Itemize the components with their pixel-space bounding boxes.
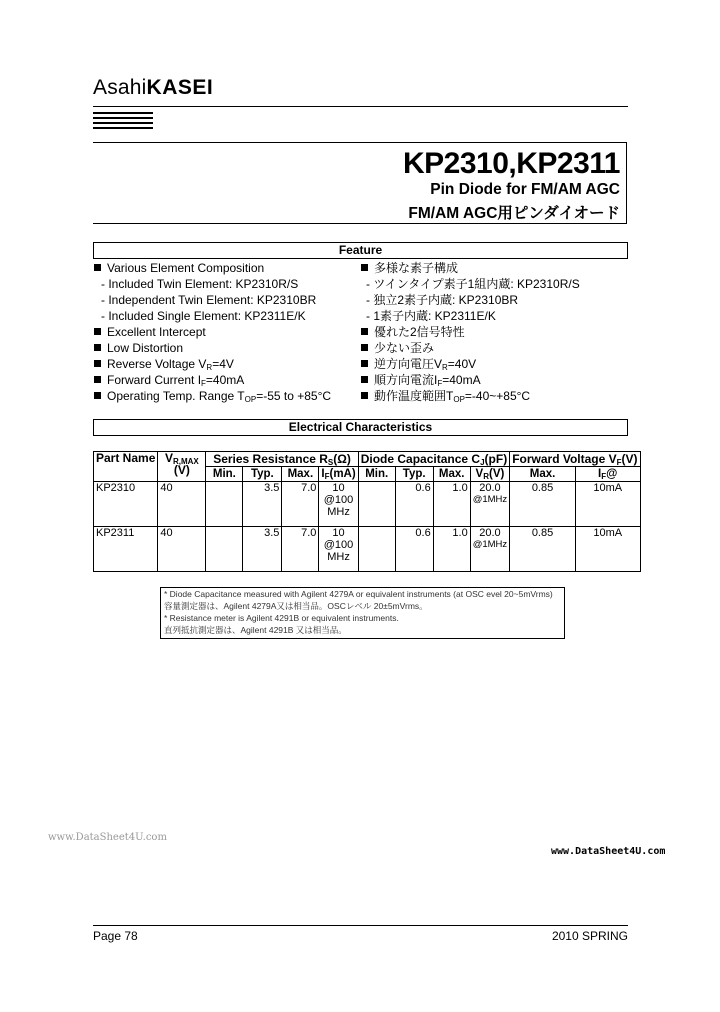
cell-rs-typ: 3.5	[243, 482, 282, 527]
cell-cj-min	[358, 482, 395, 527]
th-ifat-sub: F	[601, 472, 607, 481]
cell-cj-typ: 0.6	[395, 482, 433, 527]
bullet-square-icon	[361, 360, 368, 367]
th-ifat-label: I	[598, 468, 602, 480]
cell-rs-max: 7.0	[282, 482, 319, 527]
th-cj-min: Min.	[358, 467, 395, 482]
header-stripe	[93, 112, 153, 114]
feature-text: - ツインタイプ素子1組内蔵: KP2310R/S	[366, 277, 580, 291]
feature-value: =40mA	[442, 373, 481, 387]
cell-rs-if	[319, 527, 358, 572]
cell-cj-typ: 0.6	[395, 527, 433, 572]
cell-vf-max: 0.85	[510, 527, 576, 572]
th-forward-voltage	[510, 452, 640, 467]
cell-vr: 40	[158, 482, 206, 527]
feature-item	[361, 324, 465, 340]
edition-label: 2010 SPRING	[551, 929, 628, 943]
title-box	[93, 142, 627, 224]
feature-subscript: F	[437, 379, 443, 388]
feature-item	[366, 276, 580, 292]
cell-rs-if	[319, 482, 358, 527]
bullet-square-icon	[361, 328, 368, 335]
bullet-square-icon	[361, 376, 368, 383]
feature-text: - 独立2素子内蔵: KP2310BR	[366, 293, 519, 307]
th-part-name: Part Name	[94, 452, 158, 482]
table-row	[94, 482, 641, 527]
feature-subscript: F	[201, 379, 206, 388]
th-if-label: I	[321, 468, 325, 480]
feature-item	[101, 292, 316, 308]
th-cj-typ: Typ.	[395, 467, 433, 482]
feature-subscript: R	[206, 363, 213, 372]
cell-cj-vr	[470, 482, 509, 527]
bullet-square-icon	[361, 344, 368, 351]
header-stripe	[93, 122, 153, 124]
feature-item	[94, 260, 264, 276]
feature-item	[361, 372, 481, 388]
feature-item	[366, 308, 496, 324]
feature-text: - Independent Twin Element: KP2310BR	[101, 293, 317, 307]
cell-if-freq: @100	[323, 494, 354, 506]
th-cj-label: Diode Capacitance C	[360, 452, 481, 466]
th-vr2-unit: (V)	[489, 468, 505, 480]
cell-part: KP2311	[94, 527, 158, 572]
th-cj-vr	[470, 467, 509, 482]
bullet-square-icon	[94, 376, 101, 383]
th-rs-max: Max.	[282, 467, 319, 482]
feature-value: =-40~+85°C	[464, 389, 531, 403]
feature-text: Various Element Composition	[107, 261, 265, 275]
note-line: * Resistance meter is Agilent 4291B or equivalent instruments.	[164, 613, 399, 623]
feature-value: =4V	[212, 357, 234, 371]
cell-cj-max: 1.0	[433, 482, 470, 527]
header-rule	[93, 106, 628, 107]
feature-heading: Feature	[93, 242, 628, 259]
th-rs-label: Series Resistance R	[213, 452, 328, 466]
feature-text: 多様な素子構成	[374, 261, 459, 275]
th-rs-min: Min.	[206, 467, 243, 482]
feature-text: Excellent Intercept	[107, 325, 206, 339]
subtitle-japanese: FM/AM AGC用ピンダイオード	[408, 205, 620, 222]
feature-item	[361, 356, 476, 372]
feature-item	[366, 292, 518, 308]
feature-text: - Included Twin Element: KP2310R/S	[101, 277, 299, 291]
th-vr2-label: V	[475, 468, 484, 480]
bullet-square-icon	[94, 344, 101, 351]
electrical-table	[93, 451, 641, 572]
cell-vr-freq: @1MHz	[472, 494, 508, 505]
th-rs-if	[319, 467, 358, 482]
cell-if-value: 10	[332, 482, 345, 494]
bullet-square-icon	[94, 264, 101, 271]
cell-vr: 40	[158, 527, 206, 572]
brand-logo	[93, 76, 213, 100]
feature-item	[94, 340, 183, 356]
feature-item	[94, 324, 206, 340]
header-stripe	[93, 117, 153, 119]
cell-vr-freq: @1MHz	[472, 539, 508, 550]
th-rs-typ: Typ.	[243, 467, 282, 482]
bullet-square-icon	[94, 360, 101, 367]
th-diode-capacitance	[358, 452, 509, 467]
feature-text: 動作温度範囲T	[374, 389, 454, 403]
feature-item	[94, 372, 244, 388]
th-vf-label: Forward Voltage V	[512, 452, 617, 466]
feature-item	[94, 356, 234, 372]
cell-part: KP2310	[94, 482, 158, 527]
cell-vr-value: 20.0	[479, 527, 501, 539]
cell-vf-max: 0.85	[510, 482, 576, 527]
feature-item	[361, 340, 434, 356]
note-line: 直列抵抗測定器は、Agilent 4291B 又は相当品。	[164, 625, 347, 635]
th-vr-label: V	[164, 451, 173, 465]
cell-rs-min	[206, 527, 243, 572]
feature-subscript: R	[442, 363, 448, 372]
table-row	[94, 527, 641, 572]
th-vf-max: Max.	[510, 467, 576, 482]
cell-rs-min	[206, 482, 243, 527]
feature-item	[361, 388, 530, 404]
cell-if-freq: @100	[323, 539, 354, 551]
watermark-left: www.DataSheet4U.com	[48, 832, 167, 843]
feature-text: - Included Single Element: KP2311E/K	[101, 309, 306, 323]
th-if-unit: (mA)	[329, 468, 356, 480]
cell-cj-vr	[470, 527, 509, 572]
th-vr-unit: (V)	[173, 463, 190, 477]
th-cj-unit: (pF)	[484, 452, 508, 466]
footer-rule	[93, 925, 628, 926]
bullet-square-icon	[361, 392, 368, 399]
feature-text: Forward Current I	[107, 373, 202, 387]
th-if-sub: F	[324, 472, 330, 481]
th-cj-max: Max.	[433, 467, 470, 482]
feature-text: Reverse Voltage V	[107, 357, 207, 371]
feature-item	[94, 388, 331, 404]
th-vf-if	[575, 467, 640, 482]
cell-if-unit: MHz	[327, 506, 350, 518]
th-cj-sub: J	[480, 458, 485, 467]
cell-vr-value: 20.0	[479, 482, 501, 494]
bullet-square-icon	[94, 392, 101, 399]
th-vf-unit: (V)	[621, 452, 638, 466]
th-vr-sub: R,MAX	[172, 457, 199, 466]
brand-suffix: KASEI	[146, 76, 214, 99]
note-line: 容量測定器は、Agilent 4279A又は相当品。OSCレベル 20±5mVrms。	[164, 601, 428, 611]
th-rs-unit: (Ω)	[333, 452, 351, 466]
feature-text: Low Distortion	[107, 341, 184, 355]
page-number: Page 78	[93, 929, 138, 943]
feature-value: =-55 to +85°C	[256, 389, 332, 403]
th-series-resistance	[206, 452, 358, 467]
cell-vf-if: 10mA	[575, 482, 640, 527]
feature-text: - 1素子内蔵: KP2311E/K	[366, 309, 496, 323]
electrical-heading: Electrical Characteristics	[93, 419, 628, 436]
feature-item	[361, 260, 458, 276]
subtitle-english: Pin Diode for FM/AM AGC	[430, 181, 620, 198]
header-stripe	[93, 127, 153, 129]
th-rs-sub: S	[327, 458, 334, 467]
feature-subscript: OP	[453, 395, 465, 404]
cell-if-unit: MHz	[327, 551, 350, 563]
feature-text: Operating Temp. Range T	[107, 389, 245, 403]
cell-vf-if: 10mA	[575, 527, 640, 572]
part-number-title: KP2310,KP2311	[402, 147, 620, 180]
feature-value: =40mA	[205, 373, 245, 387]
feature-text: 逆方向電圧V	[374, 357, 443, 371]
cell-rs-max: 7.0	[282, 527, 319, 572]
feature-text: 少ない歪み	[374, 341, 435, 355]
bullet-square-icon	[94, 328, 101, 335]
cell-rs-typ: 3.5	[243, 527, 282, 572]
th-ifat-unit: @	[606, 468, 618, 480]
th-vf-sub: F	[616, 458, 622, 467]
th-vr-max	[158, 452, 206, 482]
cell-cj-max: 1.0	[433, 527, 470, 572]
bullet-square-icon	[361, 264, 368, 271]
feature-item	[101, 276, 298, 292]
measurement-notes	[160, 587, 565, 639]
th-vr2-sub: R	[483, 472, 489, 481]
cell-if-value: 10	[332, 527, 345, 539]
feature-text: 順方向電流I	[374, 373, 438, 387]
cell-cj-min	[358, 527, 395, 572]
feature-value: =40V	[447, 357, 477, 371]
feature-text: 優れた2信号特性	[374, 325, 465, 339]
brand-prefix: Asahi	[93, 76, 147, 99]
watermark-right: www.DataSheet4U.com	[551, 846, 666, 857]
feature-item	[101, 308, 306, 324]
note-line: * Diode Capacitance measured with Agilent 4279A or equivalent instruments (at OSC evel 20~5mVrms)	[164, 589, 553, 599]
feature-subscript: OP	[244, 395, 257, 404]
